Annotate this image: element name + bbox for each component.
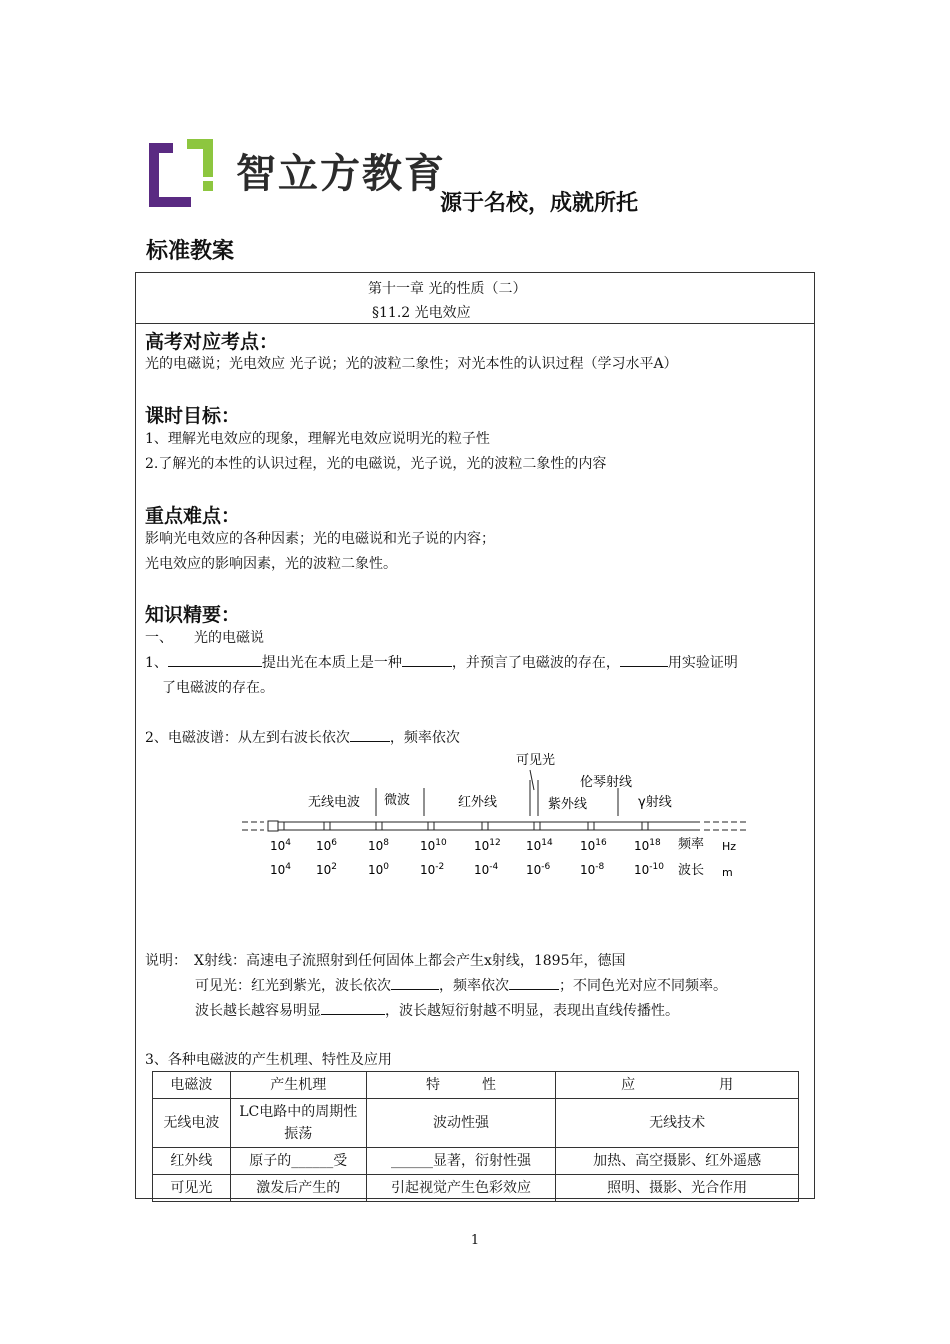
fill-blank[interactable] [321,1000,385,1015]
goal-item: 2.了解光的本性的认识过程，光的电磁说，光子说，光的波粒二象性的内容 [145,456,607,472]
table-header-cell: 产生机理 [230,1072,366,1099]
table-cell: 激发后产生的 [230,1175,366,1202]
band-label: 无线电波 [308,795,361,810]
band-label: 红外线 [458,795,498,810]
question-1-part: 用实验证明 [667,655,738,671]
key-points-heading: 重点难点： [145,505,241,527]
wave-label: 波长 [678,863,705,878]
question-2-part: 2、电磁波谱：从左到右波长依次 [145,730,350,746]
freq-tick-label: $10^6$ [316,838,338,853]
table-row [153,1099,799,1148]
em-spectrum-diagram [238,748,750,888]
question-3: 3、各种电磁波的产生机理、特性及应用 [145,1052,392,1068]
band-label: 伦琴射线 [580,775,633,790]
question-1-continued: 了电磁波的存在。 [162,680,274,696]
freq-tick-label: $10^{10}$ [420,838,447,853]
table-cell: 可见光 [153,1175,231,1202]
logo-mark-icon [147,137,223,209]
axis-start [268,821,278,831]
freq-label: 频率 [678,837,705,852]
note-part: ；不同色光对应不同频率。 [559,978,727,994]
slogan: 源于名校，成就所托 [440,191,639,216]
table-cell: 波动性强 [366,1099,556,1148]
fill-blank[interactable] [350,727,390,742]
question-1-part: 提出光在本质上是一种 [261,655,402,671]
freq-tick-label: $10^{18}$ [634,838,661,853]
wave-tick-label: $10^2$ [316,862,338,877]
note-part: ，波长越短衍射越不明显，表现出直线传播性。 [385,1003,679,1019]
wave-tick-label: $10^{-2}$ [420,862,445,877]
freq-tick-label: $10^{12}$ [474,838,501,853]
goals-heading: 课时目标： [145,405,241,427]
table-row [153,1148,799,1175]
freq-tick-label: $10^8$ [368,838,390,853]
freq-unit: Hz [722,840,737,853]
note-line [195,1000,679,1020]
band-label: 可见光 [516,753,556,768]
wave-tick-labels [270,862,664,877]
table-cell: 加热、高空摄影、红外遥感 [556,1148,799,1175]
tick-group [278,822,648,830]
subsection-title: 一、 光的电磁说 [145,630,264,646]
note-line [195,975,727,995]
table-cell: 原子的______受 [230,1148,366,1175]
document-title: 标准教案 [146,239,235,264]
question-1-part: ，并预言了电磁波的存在， [451,655,620,671]
fill-blank[interactable] [509,975,559,990]
question-1-part: 1、 [145,655,168,671]
table-header-cell: 特 性 [366,1072,556,1099]
table-cell: ______显著，衍射性强 [366,1148,556,1175]
table-row [153,1175,799,1202]
section-title: §11.2 光电效应 [372,305,471,321]
table-cell: 无线电波 [153,1099,231,1148]
note-part: 可见光：红光到紫光，波长依次 [195,978,391,994]
key-point-item: 影响光电效应的各种因素；光的电磁说和光子说的内容； [145,531,495,547]
exam-points-heading: 高考对应考点： [145,331,279,353]
band-label: 微波 [384,793,411,808]
fill-blank[interactable] [620,652,668,667]
note-part: ，频率依次 [439,978,509,994]
logo-text: 智立方教育 [236,151,446,197]
freq-tick-label: $10^{16}$ [580,838,607,853]
table-header-cell: 应 用 [556,1072,799,1099]
knowledge-heading: 知识精要： [145,604,241,626]
exam-points-text: 光的电磁说；光电效应 光子说；光的波粒二象性；对光本性的认识过程（学习水平A） [145,356,678,372]
wave-tick-label: $10^4$ [270,862,292,877]
table-header-row [153,1072,799,1099]
wave-tick-label: $10^{-4}$ [474,862,499,877]
band-label: γ射线 [638,795,672,810]
pointer-arrow [530,770,534,790]
fill-blank[interactable] [402,652,452,667]
header-divider [135,323,815,324]
wave-unit: m [722,866,733,879]
band-label: 紫外线 [548,797,588,812]
fill-blank[interactable] [391,975,439,990]
table-header-cell: 电磁波 [153,1072,231,1099]
wave-tick-label: $10^0$ [368,862,390,877]
note-line: 说明： X射线：高速电子流照射到任何固体上都会产生x射线，1895年，德国 [145,953,626,969]
freq-tick-label: $10^4$ [270,838,292,853]
freq-tick-label: $10^{14}$ [526,838,553,853]
note-part: 波长越长越容易明显 [195,1003,321,1019]
wave-tick-label: $10^{-6}$ [526,862,551,877]
table-cell: LC电路中的周期性振荡 [230,1099,366,1148]
chapter-title: 第十一章 光的性质（二） [368,281,527,297]
freq-tick-labels [270,838,661,853]
table-cell: 无线技术 [556,1099,799,1148]
wave-tick-label: $10^{-8}$ [580,862,605,877]
key-point-item: 光电效应的影响因素，光的波粒二象性。 [145,556,397,572]
page-number: 1 [470,1233,480,1248]
table-cell: 照明、摄影、光合作用 [556,1175,799,1202]
question-2 [145,727,460,747]
table-cell: 红外线 [153,1148,231,1175]
table-cell: 引起视觉产生色彩效应 [366,1175,556,1202]
fill-blank[interactable] [168,652,262,667]
question-2-part: ，频率依次 [389,730,460,746]
em-wave-table [152,1071,799,1202]
goal-item: 1、理解光电效应的现象，理解光电效应说明光的粒子性 [145,431,490,447]
wave-tick-label: $10^{-10}$ [634,862,664,877]
question-1 [145,652,738,672]
